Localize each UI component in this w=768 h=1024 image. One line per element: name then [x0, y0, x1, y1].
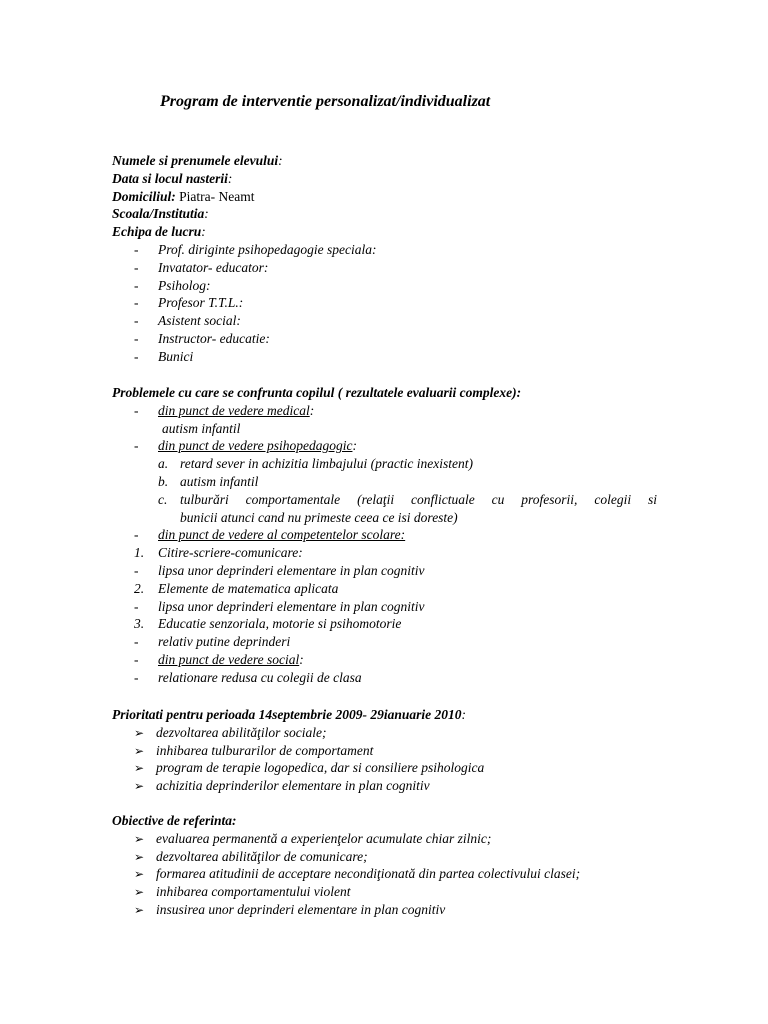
domicile-label: Domiciliul:	[112, 188, 176, 204]
school-item: - relativ putine deprinderi	[134, 634, 291, 650]
school-item: - lipsa unor deprinderi elementare in plan cognitiv	[134, 598, 425, 614]
team-member: - Prof. diriginte psihopedagogie speciala:	[134, 241, 377, 257]
school-item: 2. Elemente de matematica aplicata	[134, 580, 339, 596]
social-value: - relationare redusa cu colegii de clasa	[134, 669, 362, 685]
team-member: - Psiholog:	[134, 277, 211, 293]
psy-item: c. tulburări comportamentale (relaţii conflictuale cu profesorii, colegii si	[158, 491, 657, 507]
objective-item: ➢ evaluarea permanentă a experienţelor acumulate chiar zilnic;	[112, 830, 657, 848]
school-item: - lipsa unor deprinderi elementare in plan cognitiv	[134, 562, 425, 578]
objectives-section	[112, 812, 657, 919]
objective-item: ➢ dezvoltarea abilităţilor de comunicare;	[112, 848, 657, 866]
priority-item: ➢ program de terapie logopedica, dar si consiliere psihologica	[112, 759, 657, 777]
arrow-bullet-icon: ➢	[134, 725, 145, 740]
arrow-bullet-icon: ➢	[134, 831, 145, 846]
priority-item: ➢ dezvoltarea abilităţilor sociale;	[112, 724, 657, 742]
school-item: 1. Citire-scriere-comunicare:	[134, 545, 303, 561]
arrow-bullet-icon: ➢	[134, 761, 145, 776]
objective-item: ➢ formarea atitudinii de acceptare necondiţionată din partea colectivului clasei;	[112, 865, 657, 883]
team-label: Echipa de lucru	[112, 224, 202, 240]
priorities-heading-line: Prioritati pentru perioada 14septembrie 2009- 29ianuarie 2010:	[112, 707, 467, 722]
psy-label: din punct de vedere psihopedagogic	[158, 438, 353, 454]
arrow-bullet-icon: ➢	[134, 743, 145, 758]
team-line: Echipa de lucru:	[112, 224, 206, 240]
social-line: - din punct de vedere social:	[134, 651, 304, 667]
team-member: - Profesor T.T.L.:	[134, 295, 244, 311]
school-competence-label: din punct de vedere al competentelor scolare:	[158, 527, 406, 543]
team-member: - Asistent social:	[134, 313, 241, 329]
school-line: Scoala/Institutia:	[112, 206, 209, 222]
team-member: - Bunici	[134, 348, 194, 364]
birth-line: Data si locul nasterii:	[112, 170, 233, 186]
arrow-bullet-icon: ➢	[134, 867, 145, 882]
school-label: Scoala/Institutia	[112, 206, 205, 222]
objective-item: ➢ insusirea unor deprinderi elementare in plan cognitiv	[112, 901, 657, 919]
name-line: Numele si prenumele elevului:	[112, 153, 283, 168]
objectives-heading: Obiective de referinta:	[112, 813, 237, 828]
arrow-bullet-icon: ➢	[134, 885, 145, 900]
medical-label: din punct de vedere medical	[158, 402, 310, 418]
social-label: din punct de vedere social	[158, 651, 300, 667]
arrow-bullet-icon: ➢	[134, 779, 145, 794]
priorities-section	[112, 706, 657, 795]
domicile-line	[112, 188, 657, 206]
objective-item: ➢ inhibarea comportamentului violent	[112, 883, 657, 901]
problems-section	[112, 384, 657, 687]
domicile-value: Piatra- Neamt	[179, 188, 255, 204]
problems-heading: Problemele cu care se confrunta copilul ( rezultatele evaluarii complexe):	[112, 385, 522, 400]
psy-item: b. autism infantil	[158, 473, 259, 489]
birth-label: Data si locul nasterii	[112, 170, 228, 186]
psy-line: - din punct de vedere psihopedagogic:	[134, 438, 357, 454]
document-title: Program de interventie personalizat/individualizat	[160, 93, 491, 110]
medical-value: autism infantil	[162, 420, 241, 436]
priority-item: ➢ inhibarea tulburarilor de comportament	[112, 742, 657, 760]
team-member: - Instructor- educatie:	[134, 330, 270, 346]
psy-item-continuation: bunicii atunci cand nu primeste ceea ce isi doreste)	[180, 509, 458, 525]
medical-line: - din punct de vedere medical:	[134, 402, 315, 418]
arrow-bullet-icon: ➢	[134, 902, 145, 917]
psy-item: a. retard sever in achizitia limbajului (practic inexistent)	[158, 456, 473, 472]
name-label: Numele si prenumele elevului	[112, 153, 279, 168]
priorities-heading: Prioritati pentru perioada 14septembrie 2009- 29ianuarie 2010	[112, 707, 462, 722]
team-member: - Invatator- educator:	[134, 259, 269, 275]
priority-item: ➢ achizitia deprinderilor elementare in plan cognitiv	[112, 777, 657, 795]
student-identity-section	[112, 152, 657, 366]
arrow-bullet-icon: ➢	[134, 849, 145, 864]
school-item: 3. Educatie senzoriala, motorie si psihomotorie	[134, 616, 402, 632]
school-competence-line: - din punct de vedere al competentelor scolare:	[134, 527, 406, 543]
